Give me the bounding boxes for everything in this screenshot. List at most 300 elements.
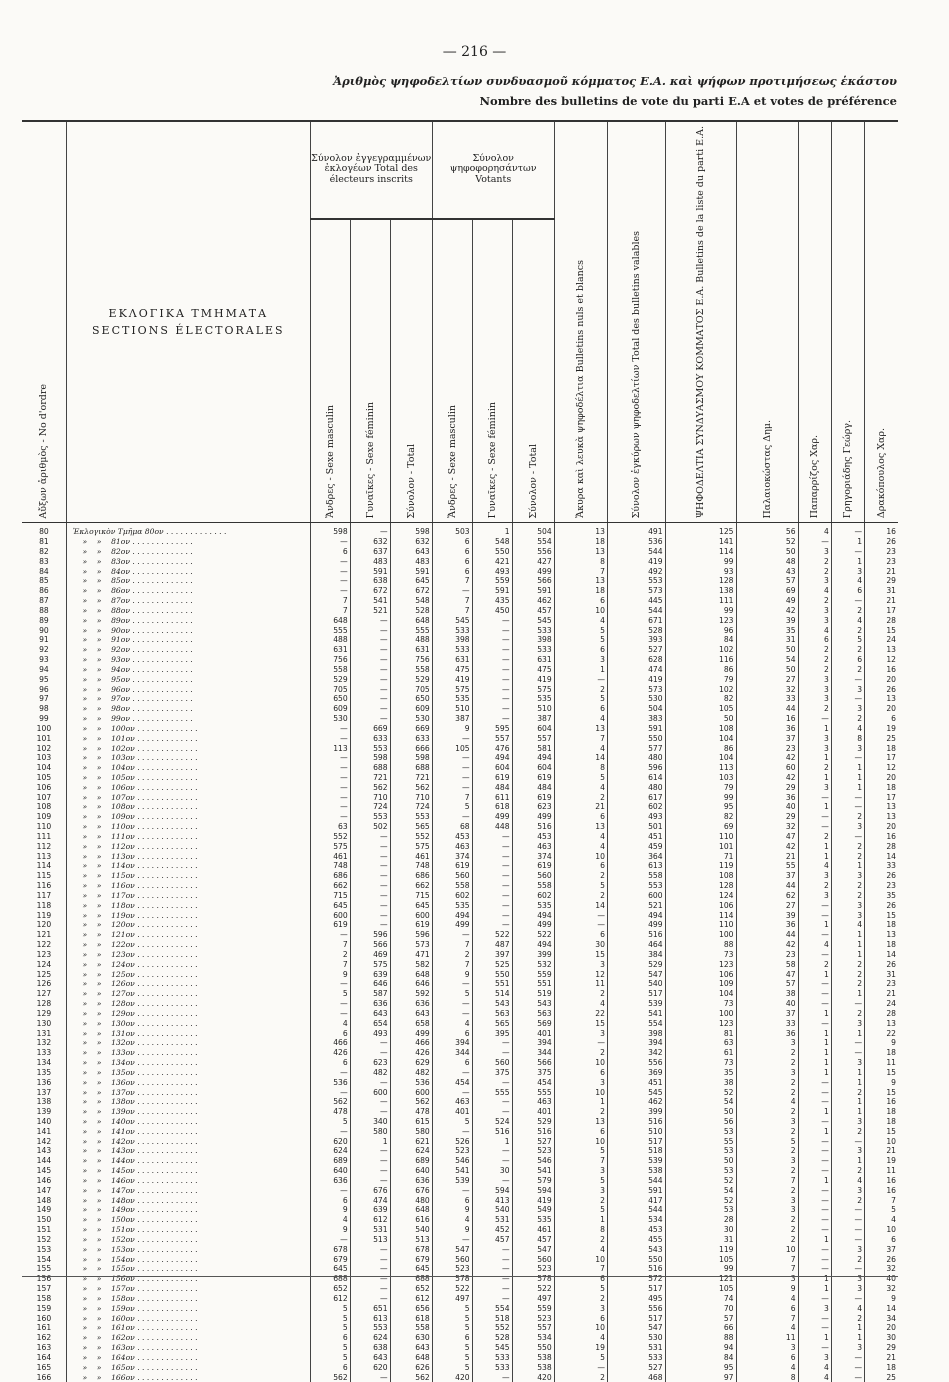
section-label: » » 129ον . . . . . . . . . . . . . [66,1009,310,1019]
cell-value: — [472,1107,512,1117]
cell-value: 2 [798,557,831,567]
cell-value: 541 [512,1166,554,1176]
cell-value: 2 [831,852,864,862]
cell-value: 97 [665,1373,736,1382]
cell-value: — [310,979,350,989]
cell-value: 6 [554,1068,607,1078]
row-number: 166 [36,1372,52,1382]
cell-value: 572 [607,1274,665,1284]
col-nuls: Ἄκυρα καὶ λευκὰ ψηφοδέλτια Bulletins nuls et blancs [554,121,607,523]
group-inscrits: Σύνολον ἐγγεγραμμένων ἐκλογέων Total des électeurs inscrits [310,121,432,219]
cell-value: — [472,881,512,891]
row-number: 162 [36,1333,52,1343]
cell-value: 619 [512,773,554,783]
cell-value: 18 [865,1048,898,1058]
cell-value: 454 [432,1078,472,1088]
cell-value: 517 [607,1314,665,1324]
cell-value: — [350,920,390,930]
cell-value: 548 [390,596,432,606]
cell-value: 81 [665,1029,736,1039]
cell-value: 619 [472,773,512,783]
cell-value: 17 [865,793,898,803]
cell-value: 612 [350,1215,390,1225]
row-number: 98 [39,704,49,714]
cell-value: 1 [798,1284,831,1294]
cell-value: 100 [665,930,736,940]
cell-value: 8 [554,557,607,567]
cell-value: — [350,665,390,675]
cell-value: — [310,812,350,822]
cell-value: 533 [607,1353,665,1363]
table-row [22,557,898,567]
cell-value: 38 [736,989,798,999]
cell-value: 56 [665,1117,736,1127]
cell-value: 2 [554,1196,607,1206]
cell-value: 4 [736,1363,798,1373]
row-number: 132 [36,1038,52,1048]
cell-value: — [798,1078,831,1088]
cell-value: 6 [310,1196,350,1206]
cell-value: 35 [865,891,898,901]
cell-value: 613 [350,1314,390,1324]
cell-value: 4 [554,744,607,754]
cell-value: 494 [472,753,512,763]
cell-value: 6 [554,861,607,871]
cell-value: 650 [310,694,350,704]
cell-value: 40 [865,1274,898,1284]
cell-value: 558 [432,881,472,891]
cell-value: 2 [831,1127,864,1137]
cell-value: 33 [736,1019,798,1029]
cell-value: — [472,1097,512,1107]
cell-value: 545 [472,1343,512,1353]
cell-value: 6 [432,1029,472,1039]
cell-value: — [798,901,831,911]
section-label: » » 97ον . . . . . . . . . . . . . [66,694,310,704]
cell-value: 20 [865,704,898,714]
cell-value: 26 [865,537,898,547]
cell-value: — [432,773,472,783]
table-row [22,704,898,714]
section-label: » » 142ον . . . . . . . . . . . . . [66,1137,310,1147]
cell-value: 575 [310,842,350,852]
cell-value: 540 [607,979,665,989]
cell-value: 15 [554,950,607,960]
section-label: » » 163ον . . . . . . . . . . . . . [66,1343,310,1353]
cell-value: — [432,812,472,822]
table-row [22,1068,898,1078]
cell-value: 6 [554,645,607,655]
cell-value: 1 [831,763,864,773]
section-label: » » 143ον . . . . . . . . . . . . . [66,1146,310,1156]
row-number: 142 [36,1136,52,1146]
cell-value: 558 [310,665,350,675]
cell-value: 623 [512,802,554,812]
cell-value: — [831,793,864,803]
cell-value: 14 [865,950,898,960]
table-row [22,744,898,754]
cell-value: 32 [736,822,798,832]
section-label: » » 92ον . . . . . . . . . . . . . [66,645,310,655]
table-row [22,1156,898,1166]
cell-value: 17 [865,753,898,763]
cell-value: 3 [554,1166,607,1176]
cell-value: 11 [865,1166,898,1176]
cell-value: — [472,1284,512,1294]
cell-value: 25 [865,1373,898,1382]
cell-value: — [798,999,831,1009]
cell-value: 14 [865,1304,898,1314]
cell-value: 483 [350,557,390,567]
cell-value: 645 [310,901,350,911]
cell-value: 3 [831,1058,864,1068]
cell-value: 547 [607,970,665,980]
section-label: » » 124ον . . . . . . . . . . . . . [66,960,310,970]
cell-value: 3 [736,1038,798,1048]
cell-value: 1 [831,950,864,960]
cell-value: 7 [554,567,607,577]
cell-value: — [432,999,472,1009]
cell-value: 413 [472,1196,512,1206]
cell-value: 383 [607,714,665,724]
cell-value: — [798,1264,831,1274]
section-label: » » 139ον . . . . . . . . . . . . . [66,1107,310,1117]
row-number: 107 [36,792,52,802]
cell-value: — [798,1323,831,1333]
cell-value: 374 [432,852,472,862]
cell-value: — [831,1137,864,1147]
cell-value: 6 [310,1333,350,1343]
section-label: » » 149ον . . . . . . . . . . . . . [66,1205,310,1215]
row-number: 130 [36,1018,52,1028]
cell-value: — [350,911,390,921]
cell-value: 543 [512,999,554,1009]
cell-value: 482 [390,1068,432,1078]
cell-value: 522 [512,1284,554,1294]
cell-value: 3 [798,891,831,901]
cell-value: 18 [865,920,898,930]
cell-value: 3 [736,1156,798,1166]
cell-value: 587 [350,989,390,999]
cell-value: 631 [512,655,554,665]
cell-value: 3 [736,1068,798,1078]
cell-value: 5 [432,1343,472,1353]
cell-value: 94 [665,1343,736,1353]
cell-value: 3 [831,1274,864,1284]
cell-value: 3 [554,1078,607,1088]
row-number: 91 [39,635,49,645]
cell-value: 575 [350,960,390,970]
cell-value: 73 [665,999,736,1009]
cell-value: — [472,1176,512,1186]
cell-value: 533 [512,626,554,636]
cell-value: — [350,1284,390,1294]
section-label: » » 144ον . . . . . . . . . . . . . [66,1156,310,1166]
cell-value: 631 [390,645,432,655]
cell-value: — [350,1255,390,1265]
cell-value: 99 [665,606,736,616]
cell-value: 557 [512,734,554,744]
cell-value: 1 [798,1235,831,1245]
cell-value: — [472,852,512,862]
cell-value: 5 [554,694,607,704]
cell-value: 113 [310,744,350,754]
col-inscrits-total: Σύνολον - Total [390,219,432,523]
cell-value: 510 [432,704,472,714]
cell-value: — [472,1146,512,1156]
cell-value: 4 [831,920,864,930]
cell-value: 2 [798,596,831,606]
cell-value: 30 [865,1333,898,1343]
cell-value: 40 [736,802,798,812]
cell-value: 123 [665,616,736,626]
cell-value: 530 [390,714,432,724]
section-label: » » 121ον . . . . . . . . . . . . . [66,930,310,940]
cell-value: 676 [390,1186,432,1196]
cell-value: 5 [310,1314,350,1324]
cell-value: 629 [390,1058,432,1068]
cell-value: — [831,832,864,842]
cell-value: 6 [432,1058,472,1068]
cell-value: 493 [607,812,665,822]
cell-value: — [798,812,831,822]
cell-value: 547 [607,1323,665,1333]
cell-value: — [310,1088,350,1098]
cell-value: 387 [432,714,472,724]
cell-value: 492 [607,567,665,577]
cell-value: 724 [390,802,432,812]
cell-value: 679 [310,1255,350,1265]
cell-value: 575 [390,842,432,852]
section-label: » » 120ον . . . . . . . . . . . . . [66,920,310,930]
section-label: » » 109ον . . . . . . . . . . . . . [66,812,310,822]
cell-value: — [472,1038,512,1048]
cell-value: 54 [665,1186,736,1196]
cell-value: 560 [472,1058,512,1068]
cell-value: 637 [350,547,390,557]
cell-value: 558 [512,881,554,891]
cell-value: 3 [831,1117,864,1127]
row-number: 97 [39,694,49,704]
cell-value: 463 [432,1097,472,1107]
cell-value: 445 [607,596,665,606]
cell-value: 6 [432,537,472,547]
cell-value: — [798,793,831,803]
cell-value: 4 [798,586,831,596]
cell-value: 528 [607,626,665,636]
sections-french: SECTIONS ÉLECTORALES [92,324,285,338]
cell-value: 636 [310,1176,350,1186]
cell-value: 73 [665,950,736,960]
section-label: » » 110ον . . . . . . . . . . . . . [66,822,310,832]
cell-value: 20 [865,773,898,783]
cell-value: 548 [472,537,512,547]
row-number: 82 [39,546,49,556]
cell-value: 591 [607,1186,665,1196]
cell-value: 560 [432,1255,472,1265]
cell-value: 53 [665,1127,736,1137]
cell-value: 555 [310,626,350,636]
cell-value: 10 [554,1323,607,1333]
cell-value: 550 [607,734,665,744]
cell-value: 538 [607,1166,665,1176]
table-row [22,1196,898,1206]
cell-value: — [472,1156,512,1166]
cell-value: 58 [736,960,798,970]
cell-value: 3 [554,655,607,665]
table-row [22,891,898,901]
cell-value: — [831,547,864,557]
cell-value: 55 [736,861,798,871]
cell-value: 394 [607,1038,665,1048]
section-label: » » 94ον . . . . . . . . . . . . . [66,665,310,675]
section-label: » » 141ον . . . . . . . . . . . . . [66,1127,310,1137]
cell-value: 553 [350,744,390,754]
section-label: » » 87ον . . . . . . . . . . . . . [66,596,310,606]
cell-value: 1 [831,1068,864,1078]
cell-value: — [350,635,390,645]
table-row [22,1058,898,1068]
cell-value: 513 [350,1235,390,1245]
cell-value: 344 [512,1048,554,1058]
cell-value: 22 [554,1009,607,1019]
row-number: 165 [36,1362,52,1372]
cell-value: 84 [665,635,736,645]
cell-value: 531 [607,1343,665,1353]
row-number: 148 [36,1195,52,1205]
cell-value: 3 [798,685,831,695]
table-body [22,523,898,1382]
row-number: 139 [36,1107,52,1117]
cell-value: 459 [607,842,665,852]
cell-value: 99 [665,1264,736,1274]
row-number: 112 [36,841,52,851]
cell-value: 57 [736,576,798,586]
cell-value: 4 [736,1323,798,1333]
cell-value: 50 [736,665,798,675]
section-label: » » 123ον . . . . . . . . . . . . . [66,950,310,960]
cell-value: 35 [736,626,798,636]
cell-value: 1 [831,1029,864,1039]
cell-value: 462 [512,596,554,606]
cell-value: 113 [665,763,736,773]
cell-value: 6 [831,655,864,665]
cell-value: 21 [865,1353,898,1363]
row-number: 135 [36,1067,52,1077]
cell-value: 1 [831,773,864,783]
cell-value: 82 [665,694,736,704]
cell-value: 510 [512,704,554,714]
cell-value: 3 [736,1343,798,1353]
cell-value: 4 [554,1245,607,1255]
cell-value: 427 [512,557,554,567]
table-row [22,1176,898,1186]
cell-value: 23 [865,557,898,567]
cell-value: 5 [554,881,607,891]
cell-value: 488 [390,635,432,645]
cell-value: 119 [665,1245,736,1255]
cell-value: 543 [472,999,512,1009]
cell-value: 364 [607,852,665,862]
cell-value: 33 [736,694,798,704]
row-number: 122 [36,940,52,950]
section-label: » » 130ον . . . . . . . . . . . . . [66,1019,310,1029]
cell-value: 24 [865,635,898,645]
cell-value: 1 [798,852,831,862]
cell-value: 7 [432,793,472,803]
cell-value: 3 [554,1029,607,1039]
row-number: 105 [36,773,52,782]
row-number: 153 [36,1244,52,1254]
section-label: » » 154ον . . . . . . . . . . . . . [66,1255,310,1265]
cell-value: 1 [831,940,864,950]
cell-value: — [472,911,512,921]
row-number: 93 [39,655,49,665]
cell-value: 475 [512,665,554,675]
cell-value: — [798,1166,831,1176]
cell-value: 645 [310,1264,350,1274]
cell-value: — [798,1097,831,1107]
cell-value: 399 [512,950,554,960]
section-label: » » 106ον . . . . . . . . . . . . . [66,783,310,793]
cell-value: 559 [512,970,554,980]
cell-value: 369 [607,1068,665,1078]
cell-value: 399 [607,1107,665,1117]
cell-value: — [472,685,512,695]
cell-value: 2 [831,881,864,891]
cell-value: 114 [665,911,736,921]
section-label: » » 89ον . . . . . . . . . . . . . [66,616,310,626]
table-row [22,1048,898,1058]
cell-value: — [350,655,390,665]
cell-value: 8 [554,1225,607,1235]
cell-value: 464 [607,940,665,950]
cell-value: 3 [554,1186,607,1196]
cell-value: 22 [865,1029,898,1039]
cell-value: 499 [432,920,472,930]
cell-value: — [350,1166,390,1176]
cell-value: 42 [736,753,798,763]
table-row [22,596,898,606]
cell-value: — [472,891,512,901]
cell-value: 401 [432,1107,472,1117]
cell-value: — [472,626,512,636]
cell-value: — [472,635,512,645]
cell-value: 2 [831,714,864,724]
cell-value: 1 [798,802,831,812]
cell-value: 598 [390,753,432,763]
cell-value: 9 [310,1225,350,1235]
cell-value: — [798,822,831,832]
section-label: » » 117ον . . . . . . . . . . . . . [66,891,310,901]
cell-value: 580 [390,1127,432,1137]
cell-value: 39 [736,616,798,626]
cell-value: 2 [831,626,864,636]
row-number: 161 [36,1323,52,1333]
cell-value: 518 [472,1314,512,1324]
cell-value: — [472,920,512,930]
cell-value: — [472,694,512,704]
table-row [22,523,898,537]
cell-value: 573 [390,940,432,950]
cell-value: 504 [607,704,665,714]
cell-value: 503 [432,523,472,537]
cell-value: 2 [432,950,472,960]
cell-value: — [310,586,350,596]
cell-value: 31 [736,635,798,645]
cell-value: — [350,842,390,852]
row-number: 103 [36,753,52,763]
